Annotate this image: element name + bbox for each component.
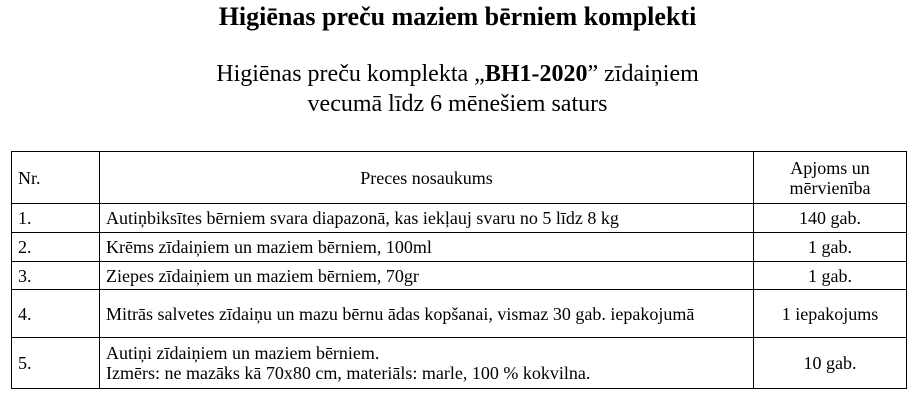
subtitle-line-2: vecumā līdz 6 mēnešiem saturs — [307, 91, 608, 117]
table-row — [12, 290, 907, 338]
row-item-name — [100, 338, 754, 389]
header-nr: Nr. — [12, 152, 100, 204]
table-row — [12, 204, 907, 233]
header-quantity-line-2: mērvienība — [789, 177, 871, 198]
row-quantity: 1 gab. — [754, 262, 907, 290]
row-quantity: 10 gab. — [754, 338, 907, 389]
row-number: 4. — [12, 290, 100, 338]
header-quantity — [754, 152, 907, 204]
row-item-name-line-2: Izmērs: ne mazāks kā 70x80 cm, materiāls: marle, 100 % kokvilna. — [106, 363, 591, 383]
subtitle-prefix: Higiēnas preču komplekta „ — [216, 61, 485, 87]
subtitle-suffix: ” zīdaiņiem — [587, 61, 699, 87]
table-row — [12, 338, 907, 389]
row-number: 2. — [12, 233, 100, 262]
row-number: 1. — [12, 204, 100, 233]
row-item-name-line-1: Autiņi zīdaiņiem un maziem bērniem. — [106, 343, 380, 363]
kit-code: BH1-2020 — [484, 61, 588, 87]
row-number: 3. — [12, 262, 100, 290]
row-item-name: Krēms zīdaiņiem un maziem bērniem, 100ml — [100, 233, 754, 262]
row-item-name: Ziepes zīdaiņiem un maziem bērniem, 70gr — [100, 262, 754, 290]
row-item-name: Mitrās salvetes zīdaiņu un mazu bērnu ādas kopšanai, vismaz 30 gab. iepakojumā — [100, 290, 754, 338]
row-number: 5. — [12, 338, 100, 389]
header-item-name: Preces nosaukums — [100, 152, 754, 204]
row-quantity: 1 gab. — [754, 233, 907, 262]
table-header-row — [12, 152, 907, 204]
row-item-name: Autiņbiksītes bērniem svara diapazonā, kas iekļauj svaru no 5 līdz 8 kg — [100, 204, 754, 233]
row-quantity: 140 gab. — [754, 204, 907, 233]
row-quantity: 1 iepakojums — [754, 290, 907, 338]
header-quantity-line-1: Apjoms un — [790, 157, 870, 178]
table-row — [12, 233, 907, 262]
table-row — [12, 262, 907, 290]
document-title: Higiēnas preču maziem bērniem komplekti — [218, 2, 697, 31]
subtitle-line-1 — [0, 59, 915, 89]
kit-contents-table — [11, 151, 907, 389]
